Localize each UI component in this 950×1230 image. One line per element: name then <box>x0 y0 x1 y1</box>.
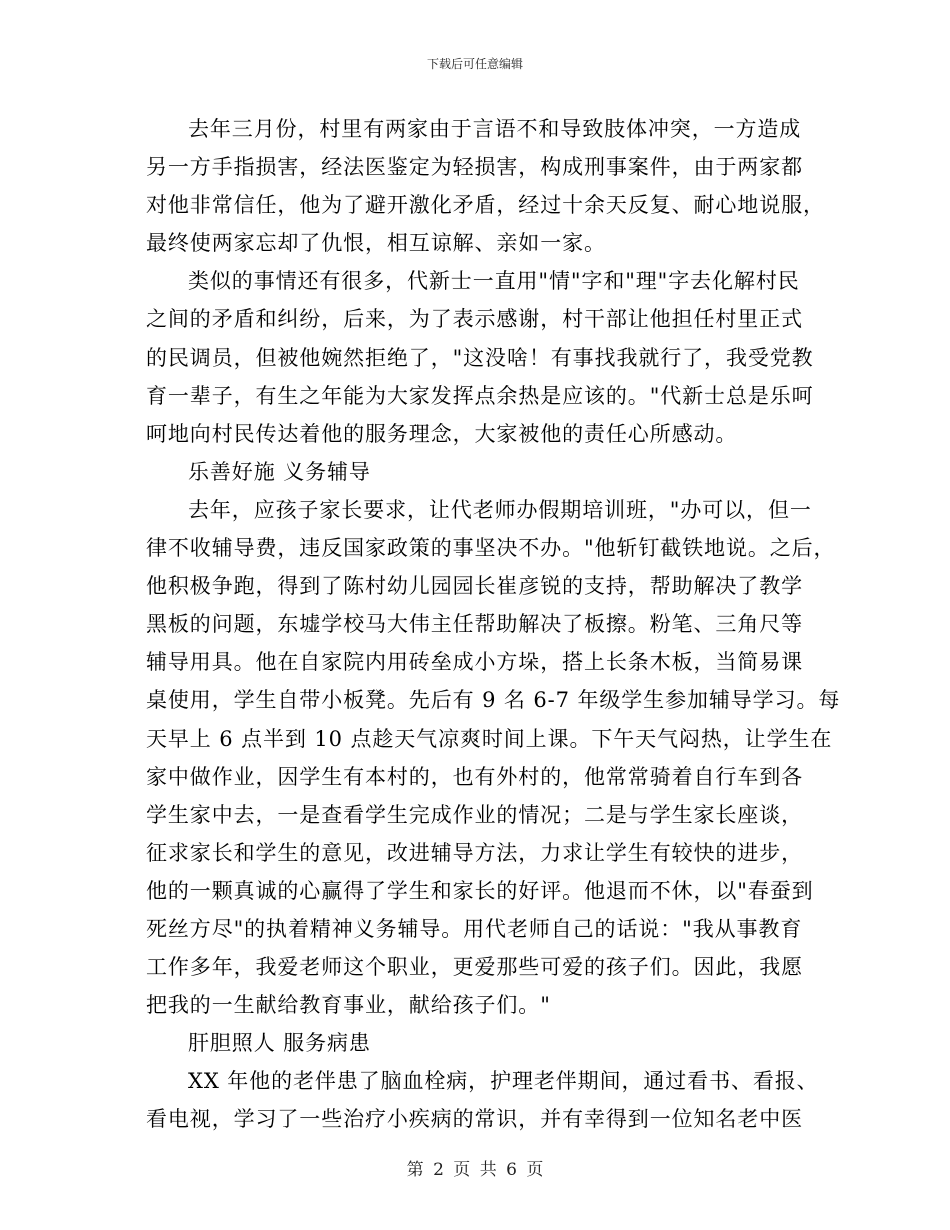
text-line: 天早上 6 点半到 10 点趁天气凉爽时间上课。下午天气闷热，让学生在 <box>146 726 833 751</box>
text-line: 最终使两家忘却了仇恨，相互谅解、亲如一家。 <box>146 231 606 256</box>
text-line: 对他非常信任，他为了避开激化矛盾，经过十余天反复、耐心地说服， <box>146 193 825 218</box>
text-line: 类似的事情还有很多，代新士一直用"情"字和"理"字去化解村民 <box>188 269 800 294</box>
text-line: 黑板的问题，东墟学校马大伟主任帮助解决了板擦。粉笔、三角尺等 <box>146 612 803 637</box>
text-line: 乐善好施 义务辅导 <box>188 459 371 484</box>
text-line: 他的一颗真诚的心赢得了学生和家长的好评。他退而不休，以"春蚕到 <box>146 878 814 903</box>
text-line: 去年三月份，村里有两家由于言语不和导致肢体冲突，一方造成 <box>188 117 802 141</box>
text-line: XX 年他的老伴患了脑血栓病，护理老伴期间，通过看书、看报、 <box>188 1069 819 1094</box>
text-line: 死丝方尽"的执着精神义务辅导。用代老师自己的话说："我从事教育 <box>146 916 803 941</box>
text-line: 律不收辅导费，违反国家政策的事坚决不办。"他斩钉截铁地说。之后， <box>146 536 836 561</box>
text-line: 肝胆照人 服务病患 <box>188 1031 371 1056</box>
text-line: 育一辈子，有生之年能为大家发挥点余热是应该的。"代新士总是乐呵 <box>146 383 814 408</box>
text-line: 看电视，学习了一些治疗小疾病的常识，并有幸得到一位知名老中医 <box>146 1107 803 1132</box>
text-line: 之间的矛盾和纠纷，后来，为了表示感谢，村干部让他担任村里正式 <box>146 307 803 332</box>
text-line: 把我的一生献给教育事业，献给孩子们。" <box>146 993 551 1018</box>
text-line: 征求家长和学生的意见，改进辅导方法，力求让学生有较快的进步， <box>146 840 803 865</box>
text-line: 辅导用具。他在自家院内用砖垒成小方垛，搭上长条木板，当简易课 <box>146 650 803 675</box>
text-line: 家中做作业，因学生有本村的，也有外村的，他常常骑着自行车到各 <box>146 764 803 789</box>
text-line: 学生家中去，一是查看学生完成作业的情况；二是与学生家长座谈， <box>146 802 803 827</box>
text-line: 去年，应孩子家长要求，让代老师办假期培训班，"办可以，但一 <box>188 497 812 522</box>
text-line: 工作多年，我爱老师这个职业，更爱那些可爱的孩子们。因此，我愿 <box>146 955 803 980</box>
text-line: 的民调员，但被他婉然拒绝了，"这没啥！有事找我就行了，我受党教 <box>146 345 814 370</box>
text-line: 另一方手指损害，经法医鉴定为轻损害，构成刑事案件，由于两家都 <box>146 155 803 180</box>
text-line: 呵地向村民传达着他的服务理念，大家被他的责任心所感动。 <box>146 421 738 446</box>
page-number: 第 2 页 共 6 页 <box>406 1160 544 1180</box>
page-header: 下载后可任意编辑 <box>426 57 523 71</box>
document-body <box>146 110 841 1139</box>
text-line: 他积极争跑，得到了陈村幼儿园园长崔彦锐的支持，帮助解决了教学 <box>146 574 803 599</box>
text-line: 桌使用，学生自带小板凳。先后有 9 名 6-7 年级学生参加辅导学习。每 <box>146 688 841 713</box>
